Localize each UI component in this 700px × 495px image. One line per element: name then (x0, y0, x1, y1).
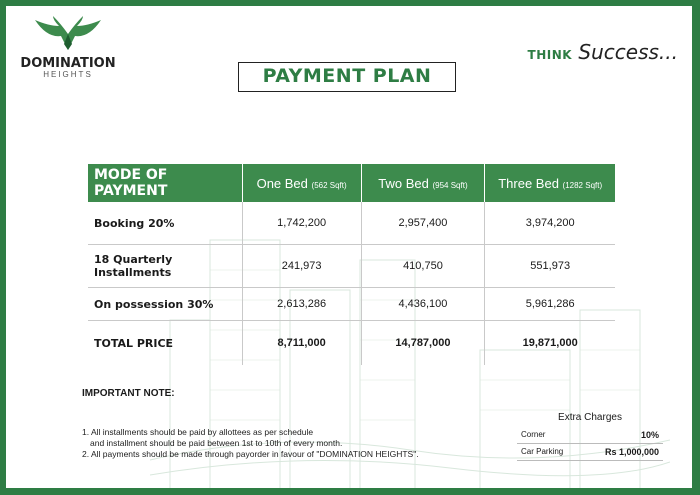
row-label: Booking 20% (88, 202, 242, 245)
eagle-icon (29, 14, 107, 54)
cell-one-bed: 8,711,000 (242, 321, 361, 366)
note-line: and installment should be paid between 1st to 10th of every month. (90, 438, 343, 448)
tagline-success: Success... (572, 40, 678, 64)
cell-three-bed: 5,961,286 (485, 288, 615, 321)
important-note-heading: IMPORTANT NOTE: (82, 388, 175, 399)
note-line: 1. All installments should be paid by allottees as per schedule (82, 427, 314, 437)
page-title: PAYMENT PLAN (238, 62, 456, 92)
header-mode: MODE OF PAYMENT (88, 164, 242, 202)
row-label: On possession 30% (88, 288, 242, 321)
row-label: 18 Quarterly Installments (88, 245, 242, 288)
brand-sub: HEIGHTS (43, 70, 93, 79)
header-three-bed: Three Bed (1282 Sqft) (485, 164, 615, 202)
cell-one-bed: 2,613,286 (242, 288, 361, 321)
extra-charge-value: Rs 1,000,000 (604, 447, 659, 457)
extra-charge-label: Car Parking (521, 447, 564, 456)
extra-charge-label: Corner (521, 430, 546, 439)
header-two-bed: Two Bed (954 Sqft) (361, 164, 485, 202)
cell-two-bed: 4,436,100 (361, 288, 485, 321)
frame-right-border (692, 0, 700, 495)
important-notes (82, 427, 419, 460)
cell-three-bed: 3,974,200 (485, 202, 615, 245)
cell-two-bed: 410,750 (361, 245, 485, 288)
cell-three-bed: 19,871,000 (485, 321, 615, 366)
note-line: 2. All payments should be made through payorder in favour of "DOMINATION HEIGHTS". (82, 449, 419, 459)
extra-charge-value: 10% (640, 430, 659, 440)
cell-one-bed: 241,973 (242, 245, 361, 288)
cell-two-bed: 2,957,400 (361, 202, 485, 245)
brand-name: DOMINATION (20, 56, 116, 71)
table-header-row (88, 164, 615, 202)
frame-left-border (0, 0, 6, 495)
payment-plan-table (88, 164, 615, 365)
tagline (528, 40, 678, 64)
table-row-total (88, 321, 615, 366)
table-row (88, 288, 615, 321)
row-label: TOTAL PRICE (94, 336, 174, 350)
cell-three-bed: 551,973 (485, 245, 615, 288)
extra-charge-row (517, 444, 663, 461)
cell-two-bed: 14,787,000 (361, 321, 485, 366)
frame-top-border (0, 0, 700, 6)
cell-one-bed: 1,742,200 (242, 202, 361, 245)
tagline-think: THINK (527, 48, 573, 62)
table-row (88, 202, 615, 245)
extra-charges-title: Extra Charges (558, 412, 622, 423)
table-row (88, 245, 615, 288)
extra-charges (517, 412, 663, 461)
brand-logo (18, 14, 118, 79)
header-one-bed: One Bed (562 Sqft) (242, 164, 361, 202)
extra-charge-row (517, 427, 663, 444)
